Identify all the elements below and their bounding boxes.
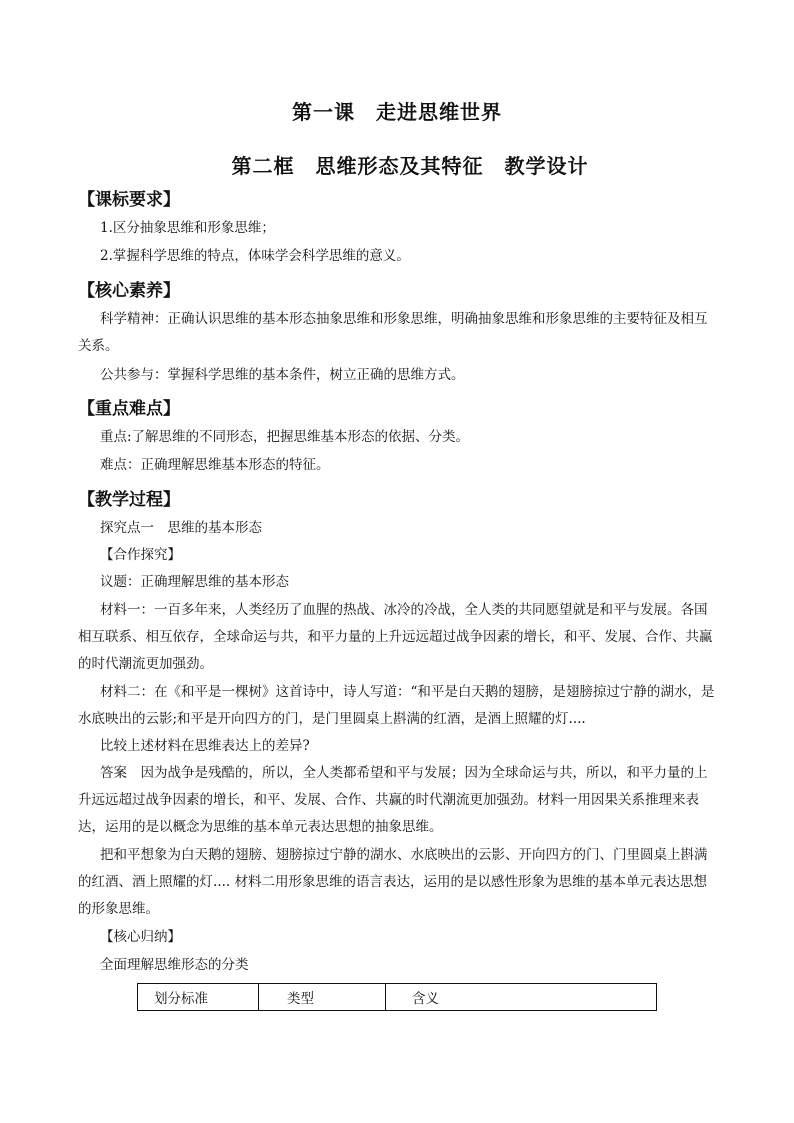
table-header-cell: 含义 <box>386 984 657 1011</box>
lesson-subtitle: 第二框 思维形态及其特征 教学设计 <box>231 154 589 178</box>
table-header-row <box>138 984 657 1011</box>
table-header-cell: 划分标准 <box>138 984 259 1011</box>
summary-description: 全面理解思维形态的分类 <box>100 957 249 973</box>
requirement-item: 2.掌握科学思维的特点，体味学会科学思维的意义。 <box>100 248 410 264</box>
key-point-item: 难点：正确理解思维基本形态的特征。 <box>100 457 330 473</box>
core-literacy-paragraph: 公共参与：掌握科学思维的基本条件，树立正确的思维方式。 <box>100 367 465 383</box>
answer-paragraph: 把和平想象为白天鹅的翅膀、翅膀掠过宁静的湖水、水底映出的云影、开向四方的门、门里圆桌上斟满的红酒、酒上照耀的灯.... 材料二用形象思维的语言表达，运用的是以感性形象为思维的基本单元表达思想的形象思维。 <box>78 847 708 917</box>
core-summary-label: 【核心归纳】 <box>100 929 181 945</box>
comparison-question: 比较上述材料在思维表达上的差异? <box>100 738 310 754</box>
answer-paragraph: 答案 因为战争是残酷的，所以，全人类都希望和平与发展；因为全球命运与共，所以，和平力量的上升远远超过战争因素的增长，和平、发展、合作、共赢的时代潮流更加强劲。材料一用因果关系推理来表达，运用的是以概念为思维的基本单元表达思想的抽象思维。 <box>78 765 708 835</box>
section-heading-requirements: 【课标要求】 <box>78 190 180 210</box>
table-header-cell: 类型 <box>259 984 386 1011</box>
section-heading-core-literacy: 【核心素养】 <box>78 281 180 301</box>
section-heading-key-points: 【重点难点】 <box>78 399 180 419</box>
lesson-title: 第一课 走进思维世界 <box>292 100 502 124</box>
section-heading-teaching-process: 【教学过程】 <box>78 490 180 510</box>
cooperative-inquiry-label: 【合作探究】 <box>100 547 181 563</box>
core-literacy-paragraph: 科学精神：正确认识思维的基本形态抽象思维和形象思维，明确抽象思维和形象思维的主要特征及相互关系。 <box>78 311 708 354</box>
material-one-paragraph: 材料一：一百多年来，人类经历了血腥的热战、冰冷的冷战，全人类的共同愿望就是和平与发展。各国相互联系、相互依存，全球命运与共，和平力量的上升远远超过战争因素的增长，和平、发展、合作、共赢的时代潮流更加强劲。 <box>78 602 713 672</box>
inquiry-point-title: 探究点一 思维的基本形态 <box>100 520 262 536</box>
key-point-item: 重点:了解思维的不同形态，把握思维基本形态的依据、分类。 <box>100 429 470 445</box>
thinking-form-classification-table <box>137 983 657 1011</box>
material-two-paragraph: 材料二：在《和平是一棵树》这首诗中，诗人写道：“和平是白天鹅的翅膀，是翅膀掠过宁静的湖水，是水底映出的云影;和平是开向四方的门，是门里圆桌上斟满的红酒，是酒上照耀的灯.... <box>78 684 715 727</box>
requirement-item: 1.区分抽象思维和形象思维； <box>100 220 275 236</box>
topic-line: 议题：正确理解思维的基本形态 <box>100 574 289 590</box>
